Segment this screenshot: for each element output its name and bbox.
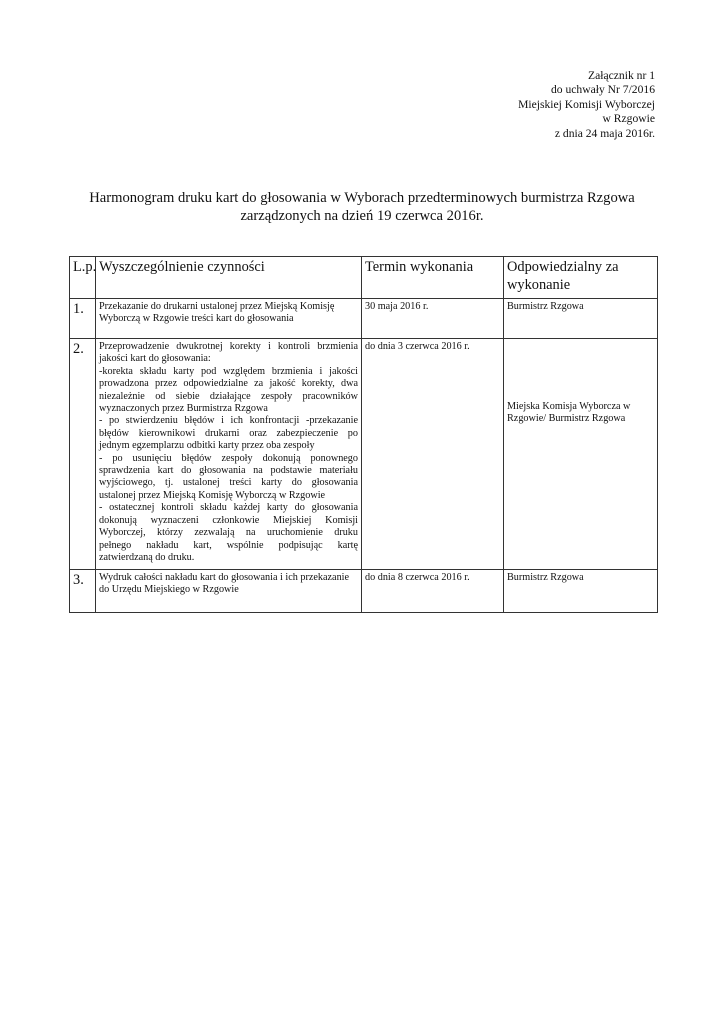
- activity-line: jednym egzemplarzu odbitki karty przez oba zespoły: [99, 440, 315, 452]
- activity-line: sprawdzenia kart do głosowania na podstawie materiału: [99, 465, 358, 477]
- attachment-line: Załącznik nr 1: [588, 69, 655, 82]
- activity-line: Wyborczej, którzy zezwalają na uruchomienie druku: [99, 527, 358, 539]
- attachment-reference: [518, 69, 655, 141]
- row-number: 1.: [70, 299, 96, 339]
- row-responsible: Burmistrz Rzgowa: [504, 299, 658, 339]
- table-row: [70, 299, 658, 339]
- activity-line: - po stwierdzeniu błędów i ich konfrontacji -przekazanie: [99, 415, 358, 427]
- activity-line: wyjściowego, tj. ustalonej treści karty do głosowania: [99, 477, 358, 489]
- activity-line: jakości kart do głosowania:: [99, 353, 211, 365]
- row-activity: Przekazanie do drukarni ustalonej przez Miejską Komisję Wyborczą w Rzgowie treści kart do głosowania: [96, 299, 362, 339]
- activity-line: błędów kierownikowi drukarni oraz zabezpieczenie po: [99, 427, 358, 439]
- table-row: [70, 570, 658, 613]
- document-title: [60, 189, 664, 225]
- activity-line: wyznaczonych przez Burmistrza Rzgowa: [99, 403, 268, 415]
- activity-line: -korekta składu karty pod względem brzmienia i jakości: [99, 365, 358, 377]
- activity-line: - ostatecznej kontroli składu każdej karty do głosowania: [99, 502, 358, 514]
- activity-line: dokonują wyznaczeni członkowie Miejskiej Komisji: [99, 514, 358, 526]
- row-deadline: do dnia 3 czerwca 2016 r.: [362, 339, 504, 570]
- header-lp: L.p.: [70, 257, 96, 299]
- row-activity: [96, 339, 362, 570]
- activity-line: niezależnie od siebie działające zespoły pracowników: [99, 390, 358, 402]
- activity-line: ustalonej przez Miejską Komisję Wyborczą w Rzgowie: [99, 489, 326, 501]
- document-title-line-1: Harmonogram druku kart do głosowania w Wyborach przedterminowych burmistrza Rzgowa: [89, 190, 635, 206]
- attachment-line: do uchwały Nr 7/2016: [550, 83, 655, 97]
- activity-line: - po usunięciu błędów zespoły dokonują ponownego: [99, 452, 358, 464]
- activity-line: prowadzona przez odpowiedzialne za jakość korekty, dwa: [99, 378, 358, 390]
- header-deadline: Termin wykonania: [362, 257, 504, 299]
- row-deadline: 30 maja 2016 r.: [362, 299, 504, 339]
- row-number: 2.: [70, 339, 96, 570]
- document-title-line-2: zarządzonych na dzień 19 czerwca 2016r.: [240, 208, 484, 224]
- activity-line: pełnego nakładu kart, wspólnie podpisując kartę: [99, 539, 358, 551]
- activity-line: zatwierdzaną do druku.: [99, 551, 195, 563]
- table-row: [70, 339, 658, 570]
- row-responsible: Burmistrz Rzgowa: [504, 570, 658, 613]
- attachment-line: z dnia 24 maja 2016r.: [554, 126, 655, 140]
- header-activity: Wyszczególnienie czynności: [96, 257, 362, 299]
- activity-line: Przeprowadzenie dwukrotnej korekty i kontroli brzmienia: [99, 341, 358, 352]
- table-header-row: [70, 257, 658, 299]
- row-deadline: do dnia 8 czerwca 2016 r.: [362, 570, 504, 613]
- attachment-line: Miejskiej Komisji Wyborczej: [518, 97, 655, 111]
- row-number: 3.: [70, 570, 96, 613]
- row-activity: Wydruk całości nakładu kart do głosowania i ich przekazanie do Urzędu Miejskiego w Rzgowie: [96, 570, 362, 613]
- schedule-table: [69, 256, 658, 613]
- row-responsible: [504, 339, 658, 570]
- attachment-line: w Rzgowie: [602, 112, 655, 126]
- row-responsible-text: Miejska Komisja Wyborcza w Rzgowie/ Burmistrz Rzgowa: [507, 401, 631, 425]
- header-responsible: Odpowiedzialny za wykonanie: [504, 257, 658, 299]
